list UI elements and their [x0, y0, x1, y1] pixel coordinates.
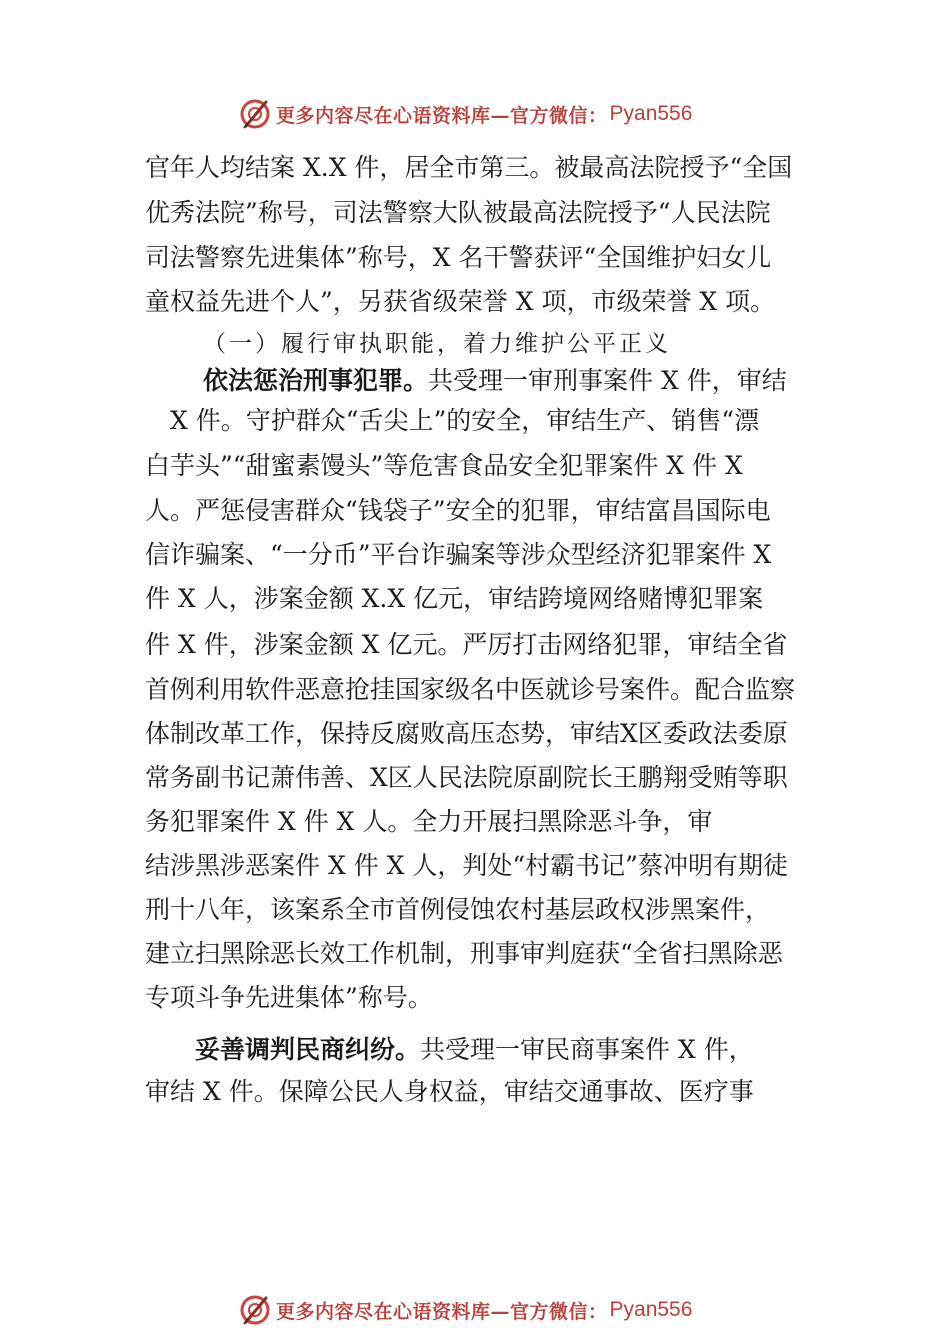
text-line: 建立扫黑除恶长效工作机制，刑事审判庭获“全省扫黑除恶	[145, 939, 783, 968]
text-line: 童权益先进个人”，另获省级荣誉 X 项，市级荣誉 X 项。	[145, 287, 776, 316]
text-line: 审结 X 件。保障公民人身权益，审结交通事故、医疗事	[145, 1077, 754, 1106]
text-line: 司法警察先进集体”称号，X 名干警获评“全国维护妇女儿	[145, 243, 772, 272]
brush-seal-icon	[238, 97, 272, 131]
paragraph-text: 共受理一审刑事案件 X 件，审结	[428, 366, 787, 395]
section-heading: （一）履行审执职能，着力维护公平正义	[203, 331, 671, 357]
banner-text: 更多内容尽在心语资料库—官方微信：	[276, 1300, 608, 1323]
text-line: 人。严惩侵害群众“钱袋子”安全的犯罪，审结富昌国际电	[145, 496, 771, 525]
paragraph-lead: 依法惩治刑事犯罪。	[203, 366, 429, 395]
brush-seal-icon	[238, 1293, 272, 1327]
text-line: 信诈骗案、“一分币”平台诈骗案等涉众型经济犯罪案件 X	[145, 540, 772, 569]
paragraph-lead: 妥善调判民商纠纷。	[195, 1035, 421, 1064]
text-line: 优秀法院”称号，司法警察大队被最高法院授予“人民法院	[145, 198, 771, 227]
text-line: 结涉黑涉恶案件 X 件 X 人，判处“村霸书记”蔡冲明有期徒	[145, 851, 788, 880]
text-line: X 件。守护群众“舌尖上”的安全，审结生产、销售“漂	[170, 406, 760, 435]
banner-text: 更多内容尽在心语资料库—官方微信：	[276, 104, 608, 127]
text-line: 刑十八年，该案系全市首例侵蚀农村基层政权涉黑案件，	[145, 895, 771, 924]
banner-wechat-id: Pyan556	[609, 102, 693, 125]
text-line: 件 X 件，涉案金额 X 亿元。严厉打击网络犯罪，审结全省	[145, 630, 788, 659]
paragraph-first-line	[203, 366, 787, 396]
text-line: 首例利用软件恶意抢挂国家级名中医就诊号案件。配合监察	[145, 675, 796, 704]
text-line: 务犯罪案件 X 件 X 人。全力开展扫黑除恶斗争，审	[145, 807, 713, 836]
text-line: 体制改革工作，保持反腐败高压态势，审结X区委政法委原	[145, 719, 788, 748]
paragraph-first-line	[195, 1035, 754, 1065]
banner-wechat-id: Pyan556	[609, 1298, 693, 1321]
paragraph-text: 共受理一审民商事案件 X 件，	[420, 1035, 754, 1064]
text-line: 常务副书记萧伟善、X区人民法院原副院长王鹏翔受贿等职	[145, 763, 788, 792]
header-watermark-banner	[238, 94, 692, 134]
text-line: 专项斗争先进集体”称号。	[145, 983, 433, 1012]
text-line: 件 X 人，涉案金额 X.X 亿元，审结跨境网络赌博犯罪案	[145, 584, 764, 613]
text-line: 官年人均结案 X.X 件，居全市第三。被最高法院授予“全国	[145, 153, 793, 182]
footer-watermark-banner	[238, 1290, 692, 1330]
text-line: 白芋头”“甜蜜素馒头”等危害食品安全犯罪案件 X 件 X	[145, 451, 743, 480]
